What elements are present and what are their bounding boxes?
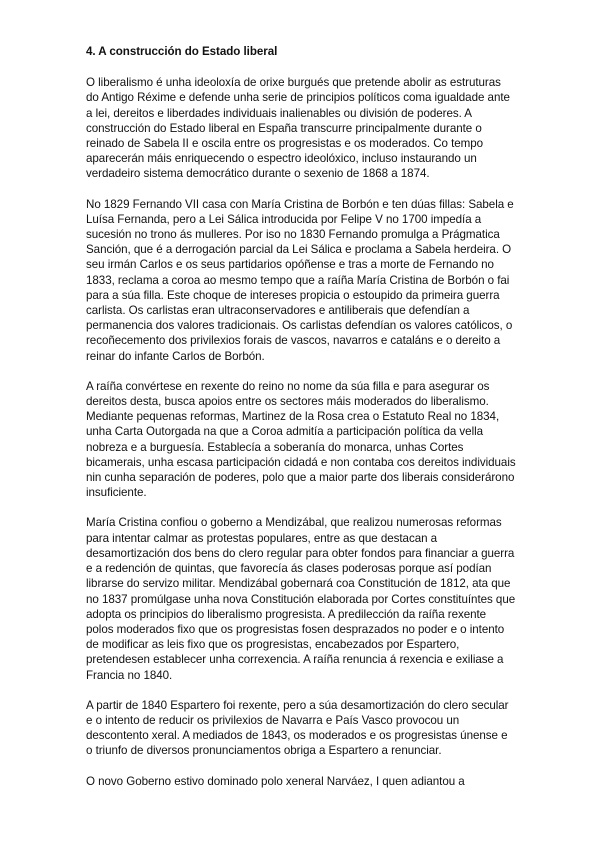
section-heading: 4. A construcción do Estado liberal [86,45,278,58]
paragraph-espartero: A partir de 1840 Espartero foi rexente, pero a súa desamortización do clero secular e o intento de reducir os privilexios de Navarra e País Vasco provocou un descontento xeral. A mediados de 1843, os moderados e os progresistas únense e o triunfo de diversos pronunciamentos obriga a Espartero a renunciar. [86,698,509,758]
paragraph-raina-rexente: A raíña convértese en rexente do reino no nome da súa filla e para asegurar os dereitos desta, busca apoios entre os sectores máis moderados do liberalismo. Mediante pequenas reformas, Martinez de la Rosa crea o Estatuto Real no 1834, unha Carta Outorgada na que a Coroa admitía a participación política da vella nobreza e a burguesía. Establecía a soberanía do monarca, unhas Cortes bicamerais, unha escasa participación cidadá e non contaba cos dereitos individuais nin cunha separación de poderes, polo que a maior parte dos liberais considerárono insuficiente. [86,379,516,500]
paragraph-mendizabal: María Cristina confiou o goberno a Mendizábal, que realizou numerosas reformas para intentar calmar as protestas populares, entre as que destacan a desamortización dos bens do clero regular para obter fondos para financiar a guerra e a redención de quintas, que favorecía ás clases poderosas porque así podían librarse do servizo militar. Mendizábal gobernará coa Constitución de 1812, ata que no 1837 promúlgase unha nova Constitución elaborada por Cortes constituíntes que adopta os principios do liberalismo progresista. A predilección da raíña rexente polos moderados fixo que os progresistas fosen desprazados no poder e o intento de modificar as leis fixo que os progresistas, encabezados por Espartero, pretendesen establecer unha correxencia. A raíña renuncia á rexencia e exiliase a Francia no 1840. [86,516,516,682]
paragraph-fernando-vii: No 1829 Fernando VII casa con María Cristina de Borbón e ten dúas fillas: Sabela e Luísa Fernanda, pero a Lei Sálica introducida por Felipe V no 1700 impedía a sucesión no trono ás mulleres. Por iso no 1830 Fernando promulga a Prágmatica Sanción, que é a derrogación parcial da Lei Sálica e proclama a Sabela herdeira. O seu irmán Carlos e os seus partidarios opóñense e tras a morte de Fernando no 1833, reclama a coroa ao mesmo tempo que a raíña María Cristina de Borbón o fai para a súa filla. Este choque de intereses propicia o estoupido da primeira guerra carlista. Os carlistas eran ultraconservadores e antiliberais que defendían a permanencia dos valores tradicionais. Os carlistas defendían os valores católicos, o recoñecemento dos privilexios forais de vascos, navarros e cataláns e o dereito a reinar do infante Carlos de Borbón. [86,197,514,363]
paragraph-liberalismo: O liberalismo é unha ideoloxía de orixe burgués que pretende abolir as estruturas do Antigo Réxime e defende unha serie de principios políticos coma igualdade ante a lei, dereitos e liberdades individuais inalienables ou división de poderes. A construcción do Estado liberal en España transcurre principalmente durante o reinado de Sabela II e oscila entre os progresistas e os moderados. Co tempo aparecerán máis enriquecendo o espectro ideolóxico, incluso instaurando un verdadeiro sistema democrático durante o sexenio de 1868 a 1874. [86,76,510,181]
document-page [86,44,516,804]
paragraph-narvaez: O novo Goberno estivo dominado polo xeneral Narváez, I quen adiantou a [86,774,465,788]
